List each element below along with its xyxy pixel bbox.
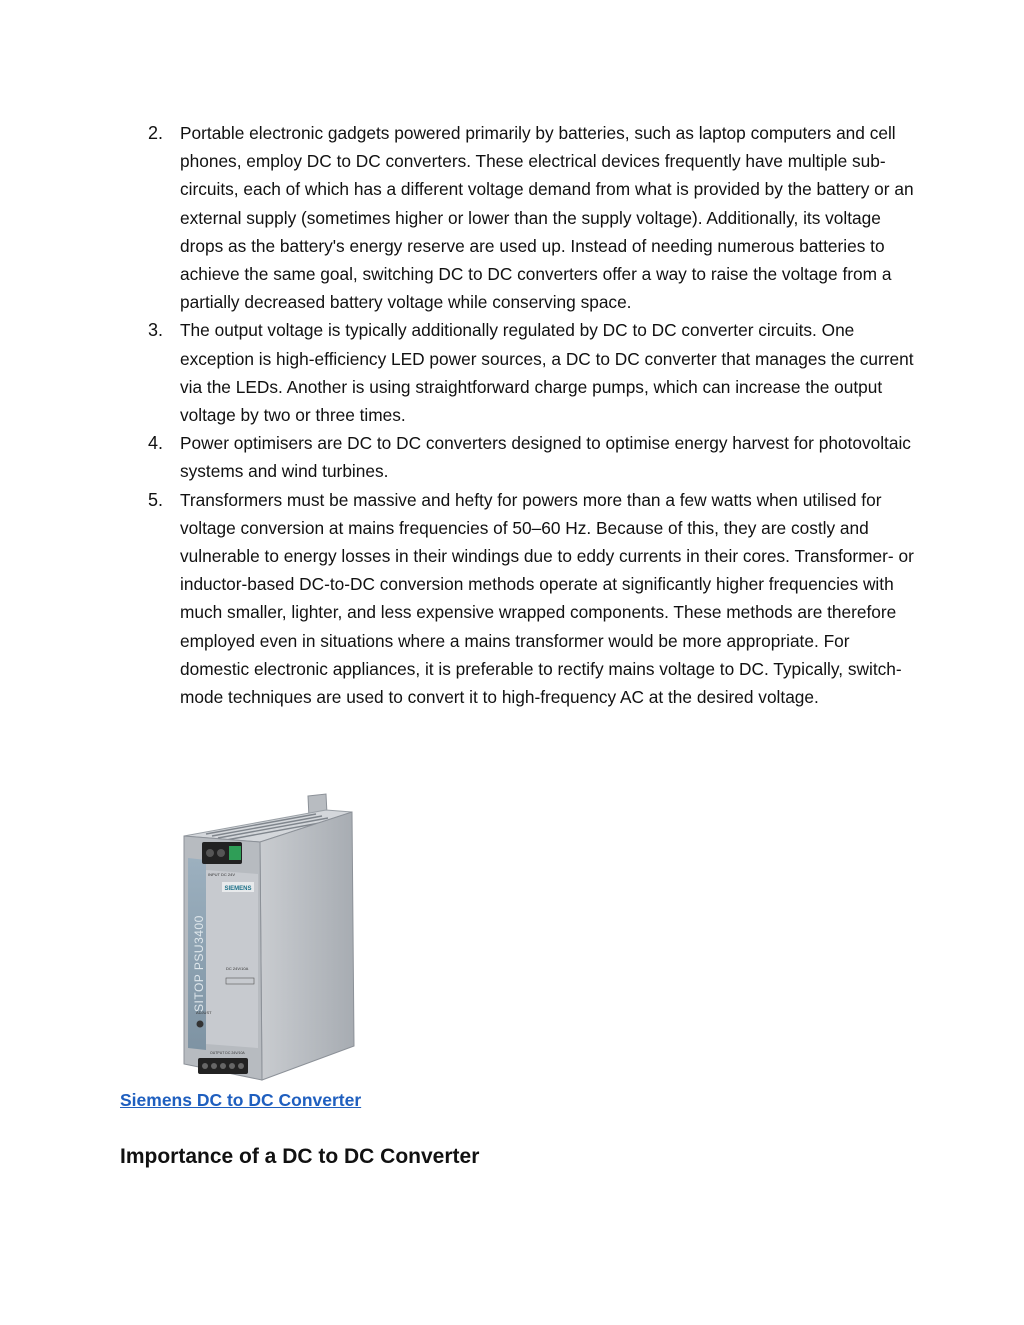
list-item [148,486,918,712]
side-surface [260,812,354,1080]
list-item [148,316,918,429]
list-number: 3. [148,320,164,341]
list-number: 2. [148,123,164,143]
list-item [148,429,918,485]
list-item-text: Portable electronic gadgets powered primarily by batteries, such as laptop computers and cell phones, employ DC to DC converters. These electrical devices frequently have multiple sub-circuits, each of which has a different voltage demand from what is provided by the battery or an external supply (sometimes higher or lower than the supply voltage). Additionally, its voltage drops as the battery's energy reserve are used up. Instead of needing numerous batteries to achieve the same goal, switching DC to DC converters offer a way to raise the voltage from a partially decreased battery voltage while conserving space. [180,123,914,313]
rating-label: DC 24V/10A [226,966,249,971]
adjust-knob [197,1021,204,1028]
image-caption-link[interactable]: Siemens DC to DC Converter [120,1090,362,1110]
list-item-text: Power optimisers are DC to DC converters designed to optimise energy harvest for photovoltaic systems and wind turbines. [180,433,911,482]
power-supply-illustration [176,792,360,1088]
list-number: 5. [148,489,164,510]
list-item [148,119,918,316]
numbered-list [148,119,918,711]
list-item-text: The output voltage is typically additionally regulated by DC to DC converter circuits. One exception is high-efficiency LED power sources, a DC to DC converter that manages the current via the LEDs. Another is using straightforward charge pumps, which can increase the output voltage by two or three times. [180,320,914,426]
label-area [206,870,258,1048]
section-heading: Importance of a DC to DC Converter [120,1145,480,1168]
list-item-text: Transformers must be massive and hefty for powers more than a few watts when utilised for voltage conversion at mains frequencies of 50–60 Hz. Because of this, they are costly and vulnerable to energy losses in their windings due to eddy currents in their cores. Transformer- or inductor-based DC-to-DC conversion methods operate at significantly higher frequencies with much smaller, lighter, and less expensive wrapped components. These methods are therefore employed even in situations where a mains transformer would be more appropriate. For domestic electronic appliances, it is preferable to rectify mains voltage to DC. Typically, switch-mode techniques are used to convert it to high-frequency AC at the desired voltage. [180,489,914,708]
model-label: SITOP PSU3400 [192,915,206,1012]
brand-label: SIEMENS [224,886,252,892]
output-label: OUTPUT DC 24V/10A [210,1051,245,1055]
input-label: INPUT DC 24V [208,872,236,877]
product-image [176,792,360,1088]
list-number: 4. [148,433,164,454]
adjust-label: ADJUST [196,1010,212,1015]
